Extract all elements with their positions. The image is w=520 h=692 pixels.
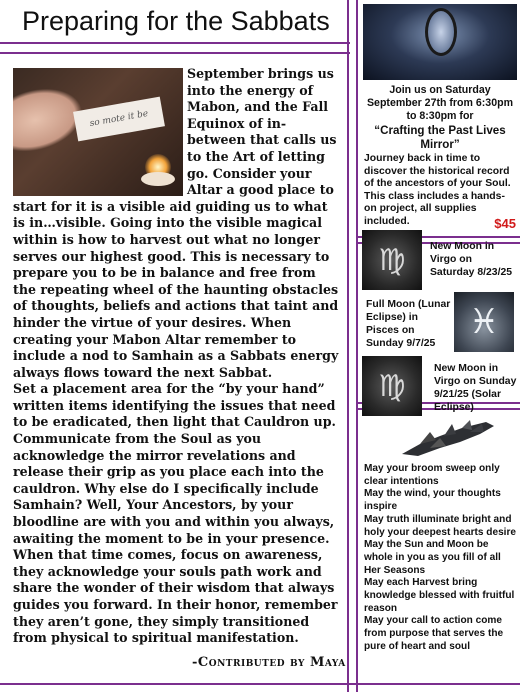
mirror-photo (363, 4, 517, 80)
article-paragraph-1: September brings us into the energy of Mabon, and the Fall Equinox of in-between that calls us to the Art of letting go. Consider your Altar a good place to start for it is a visible aid guiding us to what is in…visible. Going into the visible magical within is how to harvest out what no longer serves our highest good. This is necessary to prepare you to be in balance and free from the repeating wheel of the haunting obstacles of thoughts, beliefs and actions that taint and hinder the virtue of your desires. When creating your Mabon Altar remember to include a nod to Samhain as a Sabbats energy always flows toward the next Sabbat. (13, 66, 339, 380)
event-price: $45 (494, 216, 516, 231)
title-underline-secondary (0, 52, 350, 54)
article-paragraph-2: Set a placement area for the “by your hand” written items identifying the issues that need to be eradicated, then light that Cauldron up. Communicate from the Soul as you acknowledge the mirror revelations and release their grip as you place each into the cauldron. Why else do I specifically include Samhain? Well, Your Ancestors, by your bloodline are with you and within you always, awaiting the moment to be in your presence. When that time comes, focus on awareness, they acknowledge your souls path work and share the wonder of their wisdom that always guides you forward. In their honor, remember they aren’t gone, they simply transitioned from physical to spiritual manifestation. (13, 381, 338, 646)
moon-event-1: New Moon in Virgo on Saturday 8/23/25 (430, 241, 513, 278)
blessings-list (364, 463, 518, 654)
blessing-item: May the Sun and Moon be whole in you as you fill of all Her Seasons (364, 539, 501, 576)
event-description: Journey back in time to discover the historical record of the ancestors of your Soul. This class includes a hands-on project, all supplies included. (364, 153, 511, 227)
bottom-rule (0, 683, 520, 685)
event-block (364, 84, 516, 229)
column-divider-left (347, 0, 349, 692)
page-title: Preparing for the Sabbats (22, 6, 330, 36)
column-divider-right (356, 0, 358, 692)
blessing-item: May your broom sweep only clear intentions (364, 463, 500, 487)
blessing-item: May your call to action come from purpose that serves the pure of heart and soul (364, 615, 504, 652)
moon-event-3: New Moon in Virgo on Sunday 9/21/25 (Solar Eclipse) (434, 363, 517, 413)
mirror-frame (425, 8, 457, 56)
event-when: Join us on Saturday September 27th from 6:30pm to 8:30pm for (366, 84, 513, 122)
virgo-icon: ♍ (362, 230, 422, 290)
pisces-icon: ♓ (454, 292, 514, 352)
moon-event-2: Full Moon (Lunar Eclipse) in Pisces on Sunday 9/7/25 (366, 299, 451, 349)
blessing-item: May the wind, your thoughts inspire (364, 488, 501, 513)
crystal-icon (400, 418, 496, 458)
blessing-item: May truth illuminate bright and holy your deepest hearts desire (364, 513, 517, 538)
image-spacer (13, 66, 187, 197)
virgo-icon-2: ♍ (362, 356, 422, 416)
blessing-item: May each Harvest bring knowledge blessed with fruitful reason (364, 577, 515, 614)
byline: -Contributed by Maya (192, 655, 346, 670)
event-name: “Crafting the Past Lives Mirror” (374, 124, 506, 151)
title-underline (0, 42, 350, 44)
note-paper: so mote it be (73, 97, 165, 142)
article-body (13, 66, 343, 647)
